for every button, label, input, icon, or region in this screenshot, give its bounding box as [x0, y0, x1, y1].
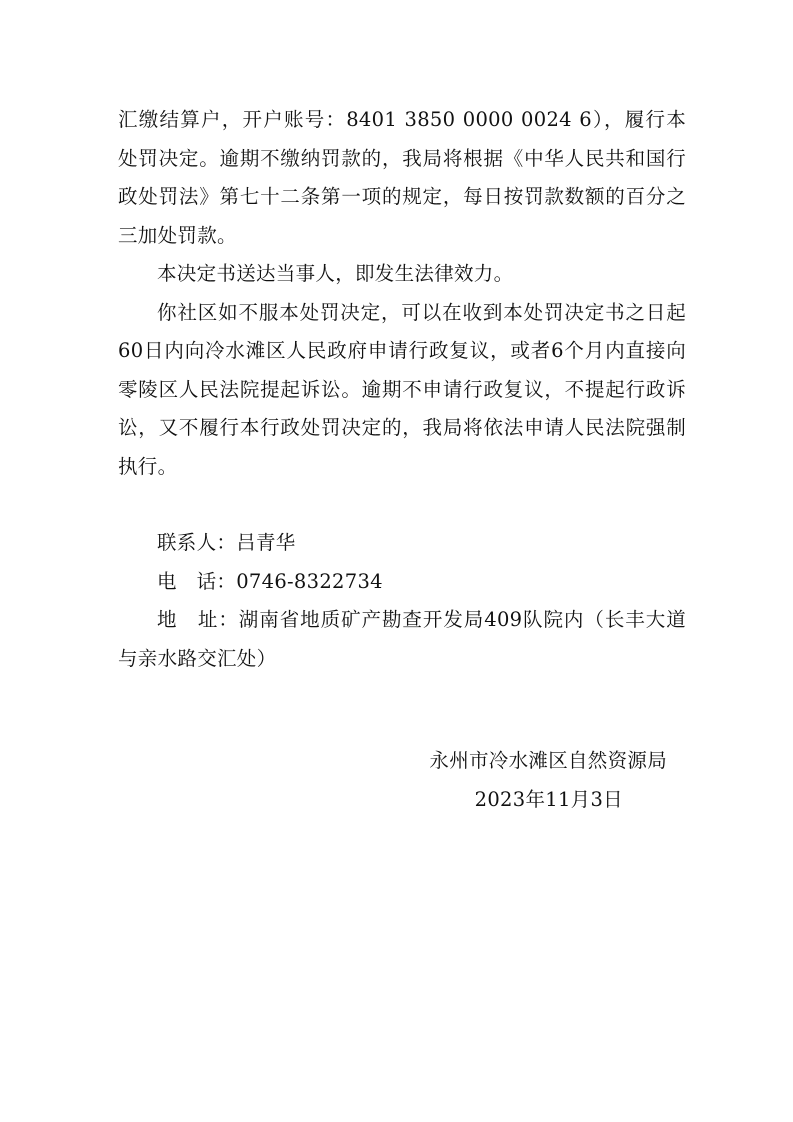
issue-date: 2023年11月3日 [474, 787, 623, 811]
effect-paragraph: 本决定书送达当事人，即发生法律效力。 [157, 262, 514, 285]
spacer [118, 486, 686, 524]
contact-address: 地 址：湖南省地质矿产勘查开发局409队院内（长丰大道与亲水路交汇处） [118, 608, 686, 670]
contact-person: 联系人：吕青华 [157, 531, 296, 554]
appeal-rights-paragraph: 你社区如不服本处罚决定，可以在收到本处罚决定书之日起60日内向冷水滩区人民政府申请行政复议，或者6个月内直接向零陵区人民法院提起诉讼。逾期不申请行政复议，不提起行政诉讼，又不履行本行政处罚决定的，我局将依法申请人民法院强制执行。 [118, 300, 686, 478]
penalty-payment-paragraph: 汇缴结算户，开户账号：8401 3850 0000 0024 6），履行本处罚决定。逾期不缴纳罚款的，我局将根据《中华人民共和国行政处罚法》第七十二条第一项的规定，每日按罚款数额的百分之三加处罚款。 [118, 108, 686, 247]
signature-block [429, 742, 667, 819]
issuing-organization: 永州市冷水滩区自然资源局 [429, 749, 667, 772]
contact-phone: 电 话：0746-8322734 [157, 569, 383, 593]
document-body [118, 101, 686, 678]
